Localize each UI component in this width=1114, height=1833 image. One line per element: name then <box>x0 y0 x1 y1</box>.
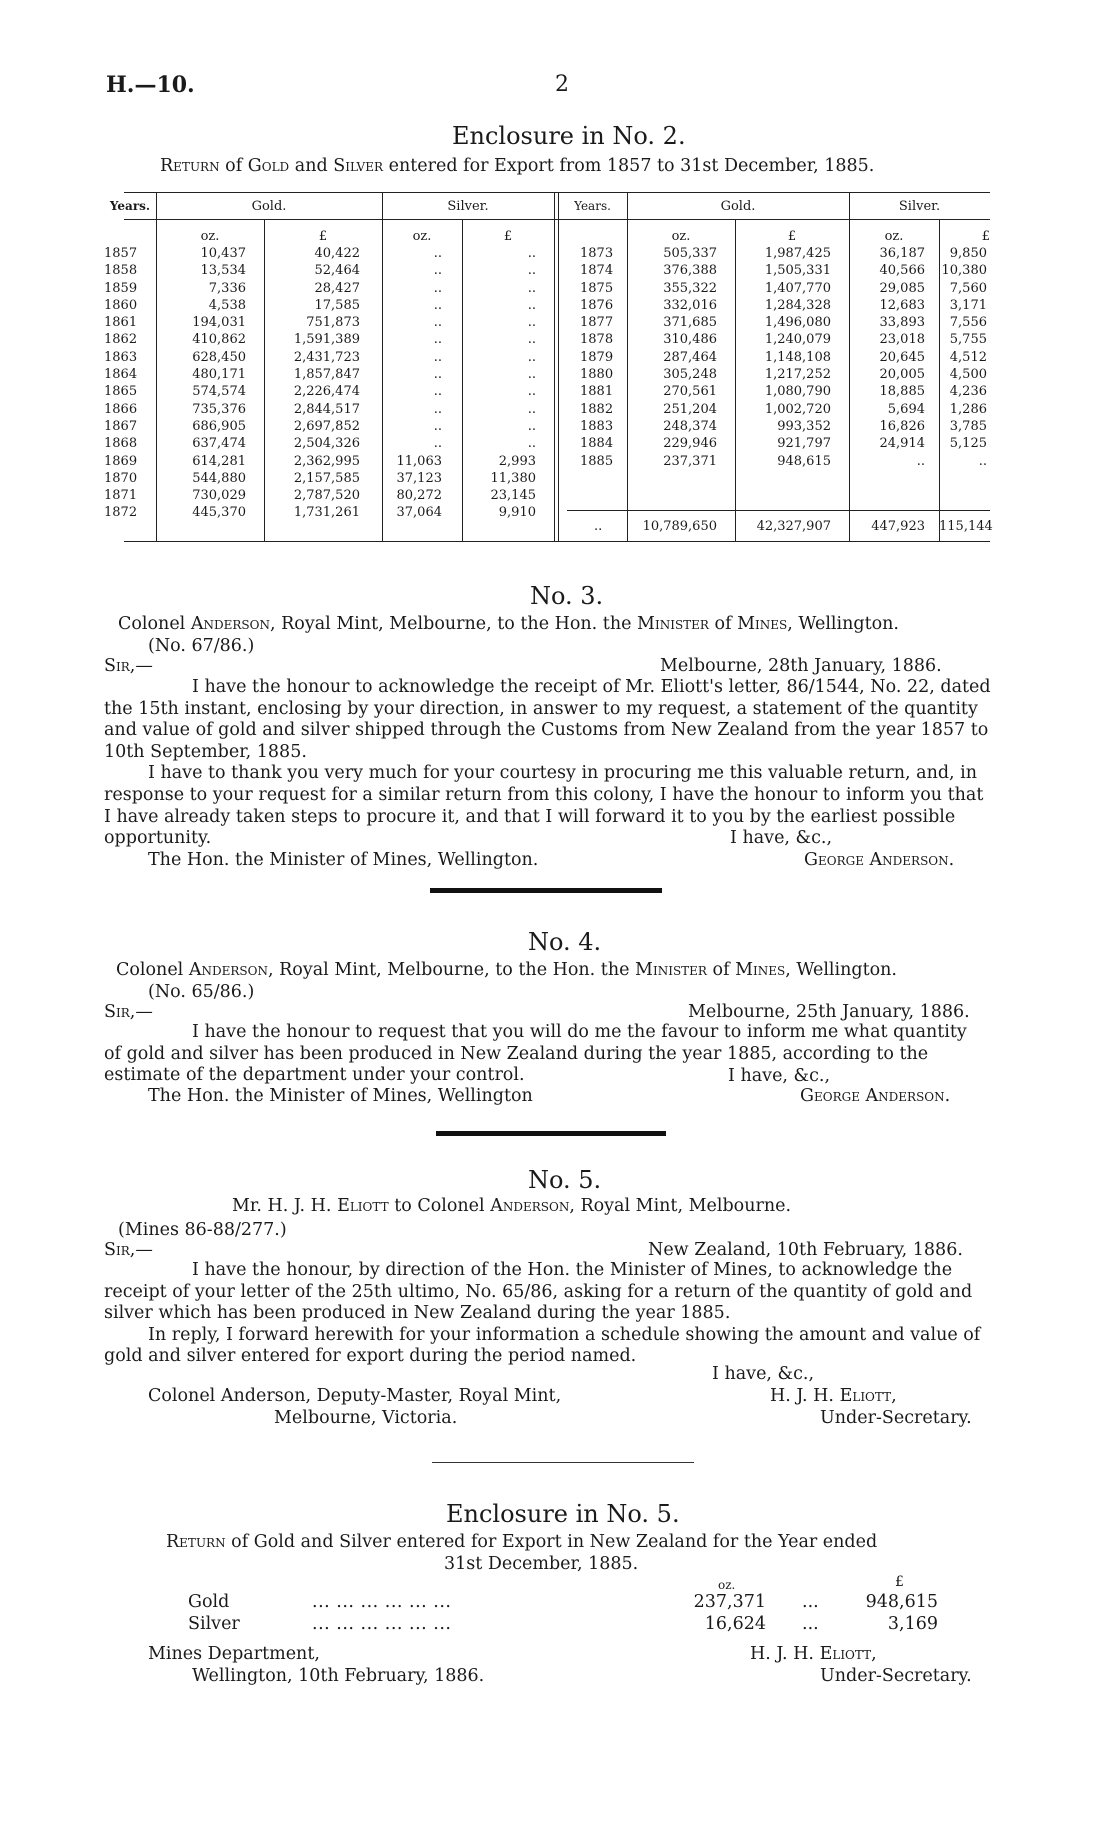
table-cell: 23,018 <box>879 332 925 348</box>
body-line: I have the honour, by direction of the Hon. the Minister of Mines, to acknowledge the <box>192 1260 953 1280</box>
table-cell: .. <box>527 401 536 417</box>
heading-part: to Colonel <box>394 1196 485 1216</box>
subtitle-return: Return <box>160 156 220 176</box>
table-cell: 7,336 <box>208 280 246 296</box>
letter-no4-heading <box>116 960 897 980</box>
table-cell: 2,844,517 <box>293 401 360 417</box>
years-column-right <box>580 245 624 470</box>
heading-sender: Anderson <box>190 614 270 634</box>
table-cell: 735,376 <box>192 401 246 417</box>
enclosure5-row-value: 3,169 <box>887 1614 938 1634</box>
table-cell: .. <box>433 297 442 313</box>
table-cell: 1,407,770 <box>764 280 831 296</box>
heading-sender: Anderson <box>188 960 268 980</box>
table-cell: 310,486 <box>663 332 717 348</box>
heading-part: Mr. H. J. H. <box>232 1196 332 1216</box>
header-years-left: Years. <box>109 199 151 213</box>
table-cell: .. <box>433 263 442 279</box>
letter-no3-heading <box>118 614 899 634</box>
table-cell: .. <box>527 436 536 452</box>
body-line: of gold and silver has been produced in New Zealand during the year 1885, according to the <box>104 1043 929 1064</box>
table-cell: 1,496,080 <box>764 315 831 331</box>
table-cell: 1879 <box>580 349 614 365</box>
table-cell: 2,157,585 <box>293 470 360 486</box>
table-cell: 1883 <box>580 418 614 434</box>
enclosure5-dept-line1: Mines Department, <box>148 1644 320 1664</box>
letter-no4-place-date: Melbourne, 25th January, 1886. <box>688 1002 970 1022</box>
unit-oz: oz. <box>200 229 220 244</box>
letter-no5-title: No. 5. <box>528 1166 602 1194</box>
table-cell: 5,694 <box>887 401 925 417</box>
table-cell: 229,946 <box>663 436 717 452</box>
letter-no5-signature <box>770 1386 897 1406</box>
table-cell: .. <box>527 349 536 365</box>
enclosure5-row-label: Silver <box>188 1614 240 1634</box>
letter-no4-salutation: Sir,— <box>104 1002 153 1022</box>
table-cell: 2,993 <box>498 453 536 469</box>
table-cell: 7,556 <box>949 315 987 331</box>
page-number: 2 <box>555 72 569 97</box>
gold-silver-export-table <box>104 192 993 542</box>
heading-part: , Wellington. <box>787 614 899 634</box>
table-cell: 1,240,079 <box>764 332 831 348</box>
table-cell: 287,464 <box>663 349 717 365</box>
enclosure5-leader-short: ... <box>802 1592 819 1612</box>
table-cell: .. <box>527 263 536 279</box>
table-cell: 1870 <box>104 470 138 486</box>
table-header-rule <box>124 219 990 220</box>
letter-no4-addressee: The Hon. the Minister of Mines, Wellington <box>148 1086 533 1106</box>
document-code: H.—10. <box>106 72 195 98</box>
heading-sender: Eliott <box>337 1196 389 1216</box>
table-cell: .. <box>433 418 442 434</box>
unit-oz: oz. <box>884 229 904 244</box>
table-cell: 52,464 <box>314 263 360 279</box>
table-cell: .. <box>527 297 536 313</box>
heading-minister: Minister <box>635 960 707 980</box>
table-cell: 24,914 <box>879 436 925 452</box>
header-gold-right: Gold. <box>720 199 756 214</box>
signature-initials: H. J. H. <box>770 1386 834 1406</box>
years-column-left <box>104 245 152 522</box>
body-line: receipt of your letter of the 25th ultimo, No. 65/86, asking for a return of the quantity of gold and <box>104 1281 973 1302</box>
table-cell: 1,505,331 <box>764 263 831 279</box>
enclosure5-leaders: ... ... ... ... ... ... <box>312 1592 452 1612</box>
table-cell: 1885 <box>580 453 614 469</box>
enclosure5-row-oz: 237,371 <box>693 1592 766 1612</box>
body-line: 10th September, 1885. <box>104 741 307 762</box>
body-line: response to your request for a similar return from this colony, I have the honour to inform you that <box>104 785 984 805</box>
table-cell: 5,125 <box>949 436 987 452</box>
heading-part: Colonel <box>116 960 184 980</box>
silver-oz-column-left <box>382 245 442 522</box>
letter-no3-closing: I have, &c., <box>730 828 833 848</box>
table-cell: 751,873 <box>306 315 360 331</box>
table-cell: 628,450 <box>192 349 246 365</box>
enclosure5-signature-title: Under-Secretary. <box>820 1666 972 1686</box>
letter-no5-addressee-line2: Melbourne, Victoria. <box>274 1408 458 1428</box>
letter-no3-addressee: The Hon. the Minister of Mines, Wellington. <box>148 850 539 870</box>
table-cell: .. <box>978 453 987 469</box>
table-cell: 36,187 <box>879 246 925 261</box>
table-cell: 1,987,425 <box>764 246 831 261</box>
enclosure5-return: Return <box>166 1532 226 1552</box>
letter-no5-heading <box>232 1196 791 1216</box>
table-cell: 921,797 <box>777 436 831 452</box>
body-line: I have the honour to acknowledge the receipt of Mr. Eliott's letter, 86/1544, No. 22, dated <box>192 677 991 697</box>
table-cell: 12,683 <box>879 297 925 313</box>
enclosure5-row-oz: 16,624 <box>704 1614 766 1634</box>
table-top-rule <box>124 192 990 193</box>
table-cell: 1864 <box>104 367 138 383</box>
table-cell: .. <box>527 315 536 331</box>
table-cell: 1860 <box>104 297 138 313</box>
table-cell: 445,370 <box>192 505 246 521</box>
total-silver-value: 115,144 <box>939 519 993 534</box>
table-cell: .. <box>527 418 536 434</box>
enclosure5-line2: 31st December, 1885. <box>444 1554 639 1574</box>
table-cell: 9,910 <box>498 505 536 521</box>
table-cell: 574,574 <box>192 384 246 400</box>
table-cell: 305,248 <box>663 367 717 383</box>
table-cell: 4,512 <box>949 349 987 365</box>
section-divider <box>436 1131 666 1136</box>
letter-no3-place-date: Melbourne, 28th January, 1886. <box>660 656 942 676</box>
letter-no4-title: No. 4. <box>528 928 602 956</box>
table-cell: 40,422 <box>314 246 360 261</box>
table-cell: .. <box>527 280 536 296</box>
header-years-right: Years. <box>574 199 611 213</box>
table-cell: 37,123 <box>396 470 442 486</box>
table-cell: 237,371 <box>663 453 717 469</box>
table-cell: 4,236 <box>949 384 987 400</box>
enclosure5-leaders: ... ... ... ... ... ... <box>312 1614 452 1634</box>
enclosure5-title: Enclosure in No. 5. <box>446 1500 680 1528</box>
table-cell: .. <box>433 332 442 348</box>
table-cell: 23,145 <box>490 488 536 504</box>
body-line: the 15th instant, enclosing by your direction, in answer to my request, a statement of the quantity <box>104 698 978 719</box>
table-cell: 1,217,252 <box>764 367 831 383</box>
heading-minister: Minister <box>637 614 709 634</box>
heading-part: of <box>714 614 732 634</box>
table-cell: 1859 <box>104 280 138 296</box>
unit-oz: oz. <box>671 229 691 244</box>
letter-no5-place-date: New Zealand, 10th February, 1886. <box>648 1240 963 1260</box>
table-cell: 270,561 <box>663 384 717 400</box>
col-divider <box>558 192 559 542</box>
table-cell: 3,171 <box>949 297 987 313</box>
enclosure2-subtitle <box>160 156 874 176</box>
letter-no3-salutation: Sir,— <box>104 656 153 676</box>
gold-oz-column-left <box>156 245 246 522</box>
unit-pound: £ <box>981 229 990 244</box>
unit-oz: oz. <box>412 229 432 244</box>
table-cell: .. <box>527 384 536 400</box>
table-cell: .. <box>433 401 442 417</box>
table-cell: 20,005 <box>879 367 925 383</box>
heading-recipient: Anderson <box>490 1196 570 1216</box>
letter-no5-signature-title: Under-Secretary. <box>820 1408 972 1428</box>
enclosure5-row-label: Gold <box>188 1592 230 1612</box>
table-cell: 1872 <box>104 505 138 521</box>
table-cell: 1858 <box>104 263 138 279</box>
subtitle-gold: Gold <box>247 156 290 176</box>
table-cell: 1,002,720 <box>764 401 831 417</box>
gold-value-column-left <box>264 245 360 522</box>
table-cell: 948,615 <box>777 453 831 469</box>
letter-no4-closing: I have, &c., <box>728 1066 831 1086</box>
section-divider <box>430 888 662 893</box>
heading-part: , Wellington. <box>785 960 897 980</box>
table-cell: 993,352 <box>777 418 831 434</box>
enclosure5-signature <box>750 1644 877 1664</box>
table-bottom-rule <box>124 541 990 542</box>
body-line: gold and silver entered for export during the period named. <box>104 1346 637 1367</box>
table-cell: 251,204 <box>663 401 717 417</box>
heading-mines: Mines <box>735 960 786 980</box>
table-cell: 1878 <box>580 332 614 348</box>
table-cell: 1871 <box>104 488 138 504</box>
table-cell: 80,272 <box>396 488 442 504</box>
table-cell: 10,380 <box>941 263 987 279</box>
table-cell: 1873 <box>580 246 614 261</box>
table-cell: 2,697,852 <box>293 418 360 434</box>
table-cell: 16,826 <box>879 418 925 434</box>
table-cell: 355,322 <box>663 280 717 296</box>
table-cell: .. <box>527 246 536 261</box>
table-cell: 1880 <box>580 367 614 383</box>
header-silver-left: Silver. <box>447 199 489 214</box>
table-cell: 614,281 <box>192 453 246 469</box>
letter-no3-title: No. 3. <box>530 582 604 610</box>
table-cell: 18,885 <box>879 384 925 400</box>
table-cell: 1,731,261 <box>293 505 360 521</box>
header-silver-right: Silver. <box>898 199 941 214</box>
subtitle-silver: Silver <box>333 156 384 176</box>
signature-name: Eliott, <box>819 1644 877 1664</box>
table-cell: 1,148,108 <box>764 349 831 365</box>
header-gold-left: Gold. <box>251 199 287 214</box>
total-years: .. <box>594 519 603 534</box>
table-cell: .. <box>433 349 442 365</box>
table-cell: 1,591,389 <box>293 332 360 348</box>
table-cell: .. <box>916 453 925 469</box>
heading-part: Colonel <box>118 614 186 634</box>
table-cell: 637,474 <box>192 436 246 452</box>
body-line: I have to thank you very much for your courtesy in procuring me this valuable return, and, in <box>148 763 978 784</box>
table-cell: 194,031 <box>192 315 246 331</box>
table-cell: 7,560 <box>949 280 987 296</box>
total-gold-oz: 10,789,650 <box>642 519 717 534</box>
table-cell: 33,893 <box>879 315 925 331</box>
body-line: opportunity. <box>104 828 212 849</box>
table-cell: .. <box>527 332 536 348</box>
table-cell: 1869 <box>104 453 138 469</box>
table-cell: 28,427 <box>314 280 360 296</box>
total-silver-oz: 447,923 <box>871 519 925 534</box>
table-cell: 1881 <box>580 384 614 400</box>
table-cell: 20,645 <box>879 349 925 365</box>
table-cell: 376,388 <box>663 263 717 279</box>
table-cell: 1868 <box>104 436 138 452</box>
table-cell: 1876 <box>580 297 614 313</box>
table-cell: 1884 <box>580 436 614 452</box>
table-cell: 1,286 <box>949 401 987 417</box>
table-cell: 13,534 <box>200 263 246 279</box>
table-cell: 480,171 <box>192 367 246 383</box>
table-cell: 544,880 <box>192 470 246 486</box>
table-cell: 1861 <box>104 315 138 331</box>
table-cell: .. <box>527 367 536 383</box>
signature-initials: H. J. H. <box>750 1644 814 1664</box>
heading-part: , Royal Mint, Melbourne, to the Hon. the <box>268 960 630 980</box>
table-cell: 2,787,520 <box>293 488 360 504</box>
table-cell: .. <box>433 436 442 452</box>
body-line: In reply, I forward herewith for your information a schedule showing the amount and value of <box>148 1324 981 1345</box>
table-cell: 371,685 <box>663 315 717 331</box>
table-cell: 1874 <box>580 263 614 279</box>
enclosure5-row-value: 948,615 <box>865 1592 938 1612</box>
enclosure2-title: Enclosure in No. 2. <box>452 122 686 150</box>
unit-pound: £ <box>318 229 328 244</box>
enclosure5-unit-oz: oz. <box>718 1578 736 1592</box>
unit-pound: £ <box>503 229 513 244</box>
letter-no3-signature: George Anderson. <box>804 850 955 870</box>
unit-pound: £ <box>787 229 797 244</box>
table-cell: 10,437 <box>200 246 246 261</box>
heading-part: , Royal Mint, Melbourne. <box>569 1196 792 1216</box>
table-cell: 2,226,474 <box>293 384 360 400</box>
enclosure5-unit-pound: £ <box>895 1574 904 1590</box>
table-cell: 332,016 <box>663 297 717 313</box>
table-cell: 1866 <box>104 401 138 417</box>
body-line: estimate of the department under your control. <box>104 1065 525 1085</box>
subtitle-and: and <box>294 156 328 176</box>
signature-name: Eliott, <box>839 1386 897 1406</box>
table-cell: 1,857,847 <box>293 367 360 383</box>
gold-oz-column-right <box>627 245 717 470</box>
table-cell: 1862 <box>104 332 138 348</box>
table-cell: 248,374 <box>663 418 717 434</box>
gold-value-column-right <box>735 245 831 470</box>
table-total-rule <box>567 510 990 511</box>
table-cell: 4,500 <box>949 367 987 383</box>
body-line: silver which has been produced in New Zealand during the year 1885. <box>104 1303 731 1324</box>
subtitle-rest: entered for Export from 1857 to 31st December, 1885. <box>388 156 875 176</box>
table-cell: 686,905 <box>192 418 246 434</box>
total-gold-value: 42,327,907 <box>756 519 831 534</box>
table-cell: .. <box>433 384 442 400</box>
heading-part: , Royal Mint, Melbourne, to the Hon. the <box>270 614 632 634</box>
table-cell: 410,862 <box>192 332 246 348</box>
table-cell: .. <box>433 367 442 383</box>
enclosure5-line1 <box>166 1532 877 1552</box>
table-cell: 1,284,328 <box>764 297 831 313</box>
letter-no5-salutation: Sir,— <box>104 1240 153 1260</box>
table-cell: 1865 <box>104 384 138 400</box>
heading-mines: Mines <box>737 614 788 634</box>
table-cell: .. <box>433 315 442 331</box>
table-cell: 11,380 <box>490 470 536 486</box>
table-cell: 11,063 <box>396 453 442 469</box>
letter-no5-ref: (Mines 86-88/277.) <box>118 1220 287 1240</box>
table-cell: 29,085 <box>879 280 925 296</box>
col-divider <box>554 192 555 542</box>
body-line: I have the honour to request that you will do me the favour to inform me what quantity <box>192 1022 967 1042</box>
silver-value-column-right <box>939 245 987 470</box>
table-cell: 1877 <box>580 315 614 331</box>
table-cell: 1,080,790 <box>764 384 831 400</box>
table-cell: 17,585 <box>314 297 360 313</box>
body-line: and value of gold and silver shipped through the Customs from New Zealand from the year 1857 to <box>104 720 989 741</box>
letter-no5-addressee-line1: Colonel Anderson, Deputy-Master, Royal Mint, <box>148 1386 562 1406</box>
letter-no3-ref: (No. 67/86.) <box>148 636 255 656</box>
table-cell: 2,504,326 <box>293 436 360 452</box>
table-cell: 37,064 <box>396 505 442 521</box>
letter-no4-signature: George Anderson. <box>800 1086 951 1106</box>
table-cell: 1882 <box>580 401 614 417</box>
body-line: I have already taken steps to procure it, and that I will forward it to you by the earliest possible <box>104 806 956 827</box>
table-cell: 1875 <box>580 280 614 296</box>
section-divider <box>432 1462 694 1463</box>
silver-value-column-left <box>462 245 536 522</box>
table-cell: 1867 <box>104 418 138 434</box>
table-cell: 1857 <box>104 246 138 261</box>
table-cell: 2,431,723 <box>293 349 360 365</box>
table-cell: 5,755 <box>949 332 987 348</box>
silver-oz-column-right <box>849 245 925 470</box>
table-cell: 1863 <box>104 349 138 365</box>
table-cell: .. <box>433 280 442 296</box>
table-cell: .. <box>433 246 442 261</box>
enclosure5-leader-short: ... <box>802 1614 819 1634</box>
table-cell: 3,785 <box>949 418 987 434</box>
enclosure5-dept-line2: Wellington, 10th February, 1886. <box>192 1666 485 1686</box>
table-cell: 4,538 <box>208 297 246 313</box>
table-cell: 505,337 <box>663 246 717 261</box>
letter-no4-ref: (No. 65/86.) <box>148 982 255 1002</box>
enclosure5-line1-text: of Gold and Silver entered for Export in New Zealand for the Year ended <box>231 1532 878 1552</box>
table-cell: 40,566 <box>879 263 925 279</box>
subtitle-of: of <box>225 156 243 176</box>
table-cell: 9,850 <box>949 246 987 261</box>
heading-part: of <box>712 960 730 980</box>
table-cell: 2,362,995 <box>293 453 360 469</box>
table-cell: 730,029 <box>192 488 246 504</box>
letter-no5-closing: I have, &c., <box>712 1364 815 1384</box>
